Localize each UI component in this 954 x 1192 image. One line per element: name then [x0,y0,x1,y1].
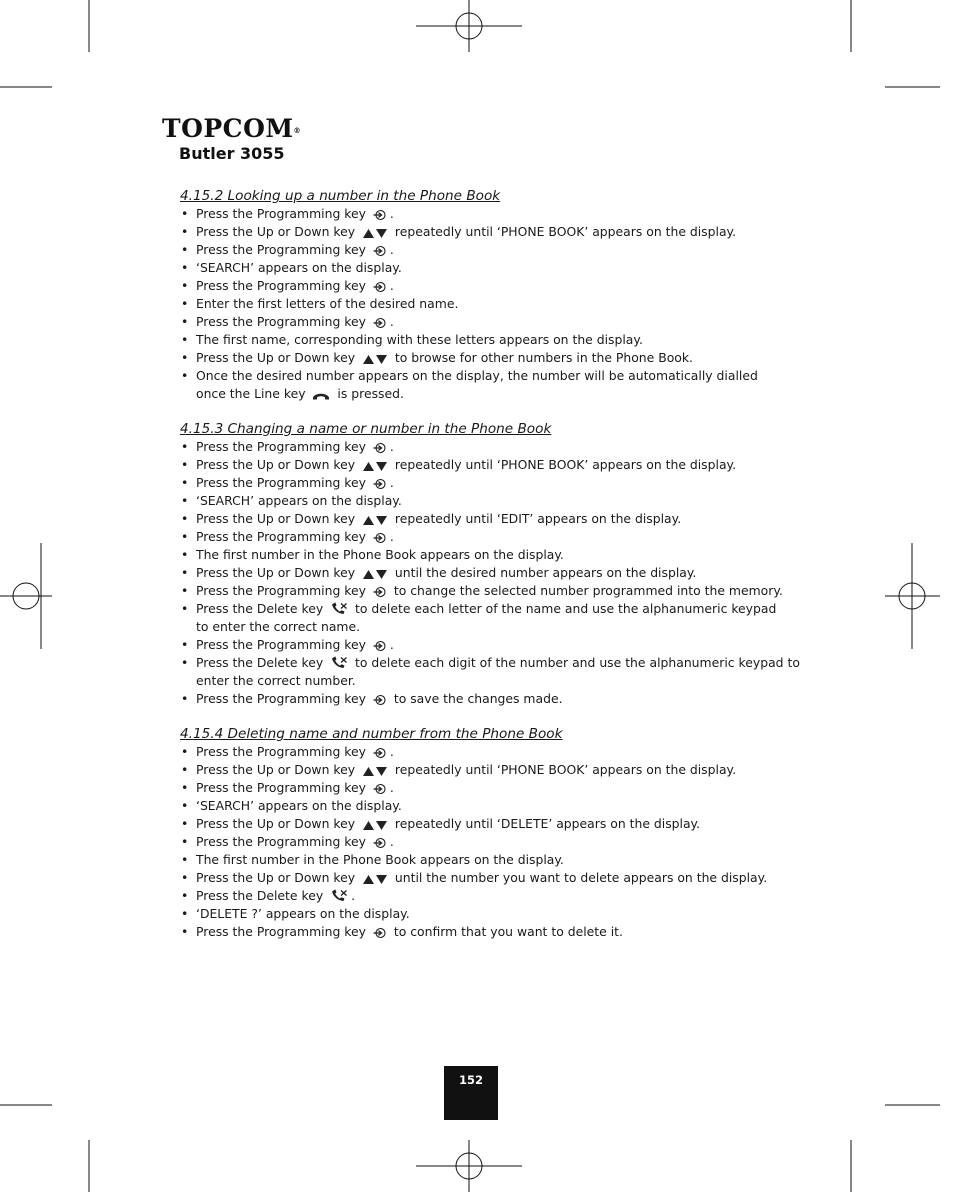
item-text: Press the Programming key [196,834,370,849]
item-text: to browse for other numbers in the Phone Book. [390,350,693,365]
list-item [180,492,790,510]
bullet: • [181,529,189,544]
up-down-keys-icon [362,765,388,777]
item-text: . [389,206,394,221]
item-text: Press the Programming key [196,278,370,293]
section-heading: 4.15.3 Changing a name or number in the Phone Book [180,421,552,437]
item-text: The first number in the Phone Book appears on the display. [196,547,564,562]
item-text: to delete each digit of the number and use the alphanumeric keypad to [351,655,800,670]
list-item [180,923,790,941]
registration-mark-left [0,543,52,649]
item-text: Press the Programming key [196,637,370,652]
programming-key-icon [373,442,387,454]
item-text: Press the Programming key [196,924,370,939]
section-heading: 4.15.4 Deleting name and number from the Phone Book [180,726,563,742]
item-text: . [389,744,394,759]
item-text: repeatedly until ‘PHONE BOOK’ appears on the display. [390,457,737,472]
list-item [180,654,800,672]
programming-key-icon [373,586,387,598]
item-text: Press the Programming key [196,744,370,759]
bullet: • [181,870,189,885]
item-text: enter the correct number. [196,673,356,688]
bullet: • [181,888,189,903]
bullet: • [181,924,189,939]
item-text: The first name, corresponding with these letters appears on the display. [196,332,643,347]
up-down-keys-icon [362,568,388,580]
list-item [180,438,790,456]
item-text: to delete each letter of the name and use the alphanumeric keypad [351,601,777,616]
list-item [180,259,790,277]
bullet: • [181,637,189,652]
bullet: • [181,655,189,670]
bullet: • [181,798,189,813]
item-text: . [389,834,394,849]
programming-key-icon [373,209,387,221]
up-down-keys-icon [362,227,388,239]
programming-key-icon [373,245,387,257]
item-text: to change the selected number programmed into the memory. [389,583,783,598]
list-item [180,797,790,815]
list-item [180,546,790,564]
brand-wordmark: TOPCOM® [162,114,302,143]
bullet: • [181,296,189,311]
list-item [180,887,790,905]
bullet: • [181,565,189,580]
item-text: ‘DELETE ?’ appears on the display. [196,906,410,921]
list-item [180,241,790,259]
item-text: ‘SEARCH’ appears on the display. [196,260,402,275]
item-text: repeatedly until ‘PHONE BOOK’ appears on the display. [390,762,737,777]
section [180,420,800,708]
item-text: until the desired number appears on the display. [390,565,697,580]
bullet: • [181,242,189,257]
list-item [180,672,790,690]
model-name: Butler 3055 [179,144,285,163]
item-text: ‘SEARCH’ appears on the display. [196,493,402,508]
list-item [180,367,790,385]
registered-mark: ® [293,126,302,135]
item-text: until the number you want to delete appears on the display. [390,870,768,885]
programming-key-icon [373,927,387,939]
list-item [180,223,790,241]
list-item [180,779,790,797]
list-item [180,474,790,492]
list-item [180,331,790,349]
list-item [180,277,790,295]
list-item [180,833,790,851]
item-text: The first number in the Phone Book appears on the display. [196,852,564,867]
item-text: Once the desired number appears on the display, the number will be automatically dialled [196,368,758,383]
programming-key-icon [373,837,387,849]
item-text: Enter the first letters of the desired name. [196,296,459,311]
section-heading: 4.15.2 Looking up a number in the Phone Book [180,188,501,204]
bullet: • [181,493,189,508]
item-text: is pressed. [333,386,404,401]
item-text: . [389,475,394,490]
bullet: • [181,457,189,472]
page-number-box [444,1066,498,1120]
item-text: Press the Programming key [196,314,370,329]
bullet: • [181,744,189,759]
item-text: Press the Delete key [196,888,328,903]
item-text: Press the Programming key [196,475,370,490]
bullet: • [181,547,189,562]
item-text: . [389,529,394,544]
list-item [180,690,790,708]
item-text: . [389,637,394,652]
bullet: • [181,350,189,365]
delete-key-icon [330,602,348,616]
item-text: Press the Delete key [196,655,328,670]
item-text: . [389,439,394,454]
item-text: repeatedly until ‘PHONE BOOK’ appears on the display. [390,224,737,239]
item-text: Press the Up or Down key [196,816,359,831]
item-text: . [389,780,394,795]
programming-key-icon [373,478,387,490]
programming-key-icon [373,640,387,652]
up-down-keys-icon [362,819,388,831]
item-text: Press the Programming key [196,780,370,795]
list-item [180,456,790,474]
item-text: . [351,888,356,903]
section [180,725,790,941]
registration-mark-bottom [416,1140,522,1192]
list-item [180,618,790,636]
item-text: Press the Programming key [196,439,370,454]
delete-key-icon [330,889,348,903]
item-text: Press the Up or Down key [196,350,359,365]
up-down-keys-icon [362,353,388,365]
bullet: • [181,475,189,490]
item-text: once the Line key [196,386,310,401]
list-item [180,761,790,779]
programming-key-icon [373,532,387,544]
item-text: to confirm that you want to delete it. [389,924,623,939]
up-down-keys-icon [362,460,388,472]
bullet: • [181,224,189,239]
bullet: • [181,332,189,347]
section [180,187,790,403]
up-down-keys-icon [362,873,388,885]
bullet: • [181,314,189,329]
programming-key-icon [373,317,387,329]
list-item [180,313,790,331]
item-text: Press the Up or Down key [196,457,359,472]
item-text: to save the changes made. [389,691,563,706]
list-item [180,205,790,223]
bullet: • [181,762,189,777]
item-text: Press the Up or Down key [196,511,359,526]
brand-logo [162,114,301,144]
item-text: . [389,278,394,293]
bullet: • [181,834,189,849]
item-text: Press the Programming key [196,529,370,544]
list-item [180,905,790,923]
item-text: repeatedly until ‘DELETE’ appears on the display. [390,816,701,831]
item-text: . [389,242,394,257]
list-item [180,564,790,582]
item-text: Press the Programming key [196,691,370,706]
programming-key-icon [373,281,387,293]
item-text: Press the Delete key [196,601,328,616]
list-item [180,582,790,600]
up-down-keys-icon [362,514,388,526]
list-item [180,636,790,654]
line-key-icon [312,391,330,401]
manual-content [180,187,800,958]
bullet: • [181,278,189,293]
item-text: repeatedly until ‘EDIT’ appears on the display. [390,511,682,526]
bullet: • [181,906,189,921]
bullet: • [181,691,189,706]
delete-key-icon [330,656,348,670]
bullet: • [181,260,189,275]
page-number: 152 [458,1073,483,1087]
bullet: • [181,583,189,598]
bullet: • [181,601,189,616]
list-item [180,815,790,833]
programming-key-icon [373,747,387,759]
item-text: Press the Up or Down key [196,762,359,777]
registration-mark-right [885,543,940,649]
programming-key-icon [373,783,387,795]
list-item [180,743,790,761]
list-item [180,869,790,887]
item-text: Press the Programming key [196,583,370,598]
item-text: Press the Up or Down key [196,870,359,885]
item-text: to enter the correct name. [196,619,361,634]
registration-mark-top [416,0,522,52]
item-text: . [389,314,394,329]
bullet: • [181,439,189,454]
bullet: • [181,816,189,831]
bullet: • [181,368,189,383]
list-item [180,349,790,367]
list-item [180,510,790,528]
list-item [180,385,790,403]
list-item [180,851,790,869]
bullet: • [181,206,189,221]
item-text: Press the Up or Down key [196,565,359,580]
bullet: • [181,780,189,795]
list-item [180,528,790,546]
item-text: ‘SEARCH’ appears on the display. [196,798,402,813]
programming-key-icon [373,694,387,706]
item-text: Press the Programming key [196,206,370,221]
item-text: Press the Programming key [196,242,370,257]
list-item [180,295,790,313]
bullet: • [181,852,189,867]
bullet: • [181,511,189,526]
item-text: Press the Up or Down key [196,224,359,239]
list-item [180,600,790,618]
